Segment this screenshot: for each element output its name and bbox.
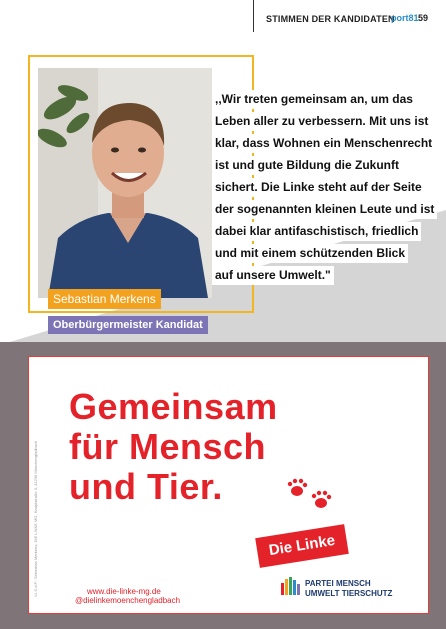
poster-slogan <box>69 387 278 507</box>
slogan-line: Gemeinsam <box>69 386 278 427</box>
quote-line: ist und gute Bildung die Zukunft <box>212 156 402 175</box>
quote-line: und mit einem schützenden Blick <box>212 244 408 263</box>
header-divider <box>253 0 254 32</box>
partner-line: PARTEI MENSCH <box>305 579 371 588</box>
quote-line: dabei klar antifaschistisch, friedlich <box>212 222 421 241</box>
poster-website: www.die-linke-mg.de <box>87 587 161 596</box>
poster-credit: V.i.S.d.P.: Sebastian Merkens, DIE LINKE MG, Hauptstraße 3, 41236 Mönchengladbach <box>33 440 38 597</box>
candidate-photo <box>38 68 212 298</box>
candidate-role: Oberbürgermeister Kandidat <box>48 316 208 334</box>
partei-mensch-logo-icon <box>279 575 301 602</box>
quote-line: ,,Wir treten gemeinsam an, um das <box>212 90 416 109</box>
quote-line: klar, dass Wohnen ein Menschenrecht <box>212 134 435 153</box>
campaign-poster <box>28 356 429 614</box>
partner-line: UMWELT TIERSCHUTZ <box>305 589 393 598</box>
poster-social: @dielinkemoenchengladbach <box>75 596 181 605</box>
quote-line: der sogenannten kleinen Leute und ist <box>212 200 437 219</box>
quote-line: auf unsere Umwelt." <box>212 266 334 285</box>
section-title: STIMMEN DER KANDIDATEN <box>266 14 395 24</box>
quote-line: Leben aller zu verbessern. Mit uns ist <box>212 112 431 131</box>
quote-line: sichert. Die Linke steht auf der Seite <box>212 178 425 197</box>
candidate-quote <box>212 90 434 288</box>
page-header <box>0 0 446 40</box>
partner-party <box>305 579 392 599</box>
candidate-name: Sebastian Merkens <box>48 289 161 309</box>
slogan-line: und Tier. <box>69 466 223 507</box>
magazine-brand: port81 <box>391 13 419 23</box>
die-linke-logo: Die Linke <box>255 524 349 568</box>
paw-prints-icon <box>285 477 335 518</box>
page-number: 59 <box>418 13 429 23</box>
slogan-line: für Mensch <box>69 426 267 467</box>
